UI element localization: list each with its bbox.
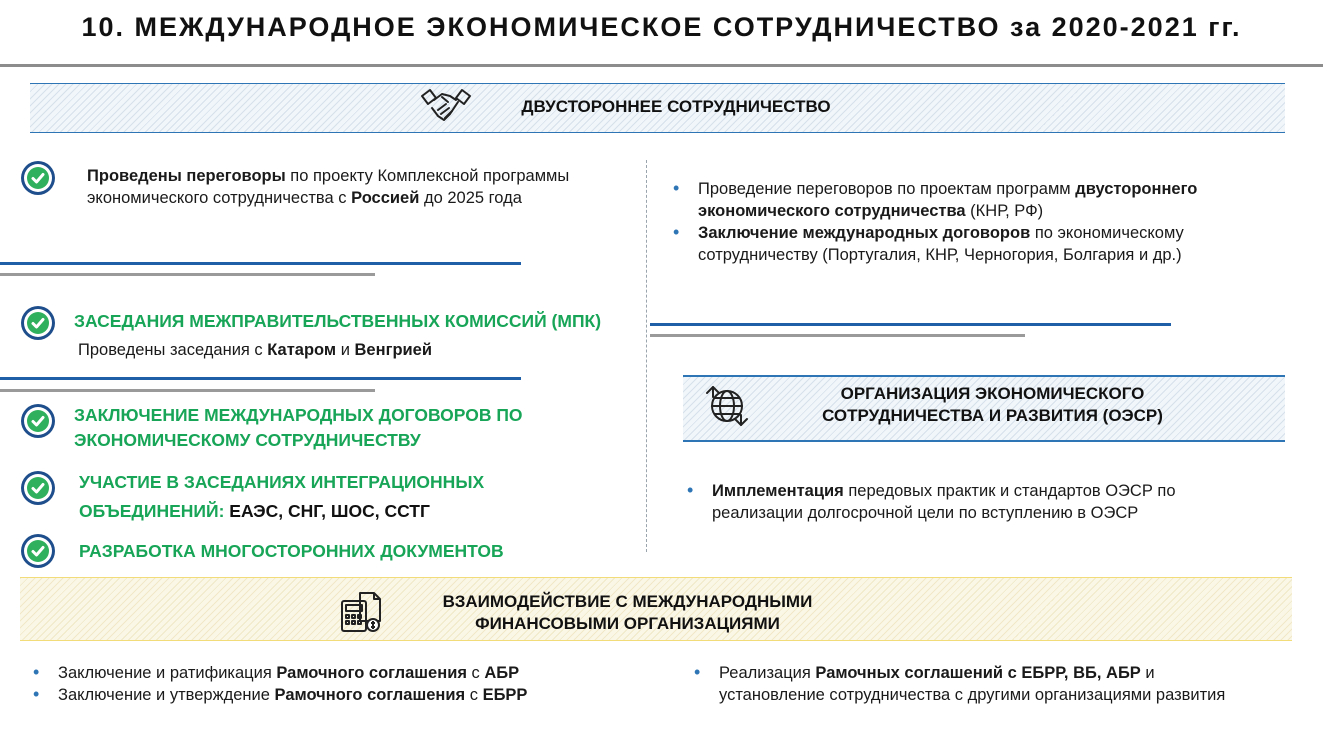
bullet-icon: •	[673, 178, 680, 198]
bullet-icon: •	[673, 222, 680, 242]
integration-heading-line1: УЧАСТИЕ В ЗАСЕДАНИЯХ ИНТЕГРАЦИОННЫХ	[79, 472, 485, 492]
negotiations-bold: Проведены переговоры	[87, 167, 286, 185]
list-item-conj: с	[466, 664, 485, 682]
divider-gray	[0, 273, 375, 276]
hungary-bold: Венгрией	[354, 341, 432, 359]
list-item-text: Заключение и ратификация	[58, 664, 277, 682]
multilateral-heading: РАЗРАБОТКА МНОГОСТОРОННИХ ДОКУМЕНТОВ	[79, 541, 504, 561]
ifi-right-bold: Рамочных соглашений с ЕБРР, ВБ, АБР	[815, 664, 1141, 682]
list-item-org: ЕБРР	[482, 686, 528, 704]
ifi-right-bullet	[694, 662, 1239, 706]
bullet-icon: •	[33, 662, 40, 682]
list-item-text: Проведение переговоров по проектам программ	[698, 180, 1076, 198]
list-item-bold: Рамочного соглашения	[276, 664, 467, 682]
list-item-org: АБР	[484, 664, 520, 682]
divider-blue	[650, 323, 1171, 326]
title-divider	[0, 64, 1323, 67]
oecd-bullet	[687, 480, 1247, 524]
divider-blue	[0, 377, 521, 380]
ifi-header-line2: ФИНАНСОВЫМИ ОРГАНИЗАЦИЯМИ	[475, 614, 780, 633]
divider-gray	[650, 334, 1025, 337]
integration-prefix: ОБЪЕДИНЕНИЙ:	[79, 501, 230, 521]
check-icon	[21, 534, 55, 568]
handshake-icon	[420, 86, 472, 133]
list-item-conj: с	[465, 686, 483, 704]
ifi-header	[400, 591, 855, 635]
bilateral-right-list	[673, 178, 1283, 266]
check-icon	[21, 471, 55, 505]
column-separator	[646, 160, 647, 552]
negotiations-desc: по проекту Комплексной программы экономического сотрудничества с	[87, 167, 570, 207]
list-item-tail: (КНР, РФ)	[965, 202, 1044, 220]
calculator-document-icon	[340, 591, 382, 638]
oecd-header	[790, 383, 1195, 427]
bilateral-header: ДВУСТОРОННЕЕ СОТРУДНИЧЕСТВО	[521, 97, 831, 116]
list-item-bold: Рамочного соглашения	[274, 686, 466, 704]
divider-gray	[0, 389, 375, 392]
ifi-right-tail: и установление сотрудничества с другими организациями развития	[719, 664, 1226, 704]
integration-orgs: ЕАЭС, СНГ, ШОС, ССТГ	[229, 501, 430, 521]
agreements-heading: ЗАКЛЮЧЕНИЕ МЕЖДУНАРОДНЫХ ДОГОВОРОВ ПО ЭКОНОМИЧЕСКОМУ СОТРУДНИЧЕСТВУ	[74, 405, 523, 450]
divider-blue	[0, 262, 521, 265]
integration-heading-line2	[79, 497, 599, 526]
check-icon	[21, 161, 55, 195]
page-title: 10. МЕЖДУНАРОДНОЕ ЭКОНОМИЧЕСКОЕ СОТРУДНИЧЕСТВО за 2020-2021 гг.	[81, 12, 1242, 42]
list-item-text: по экономическому сотрудничеству (Португалия, КНР, Черногория, Болгария и др.)	[698, 224, 1184, 264]
oecd-text: передовых практик и стандартов ОЭСР по реализации долгосрочной цели по вступлению в ОЭСР	[712, 482, 1176, 522]
globe-arrows-icon	[703, 383, 751, 434]
negotiations-tail: до 2025 года	[419, 189, 522, 207]
mpk-text	[78, 339, 598, 361]
list-item	[673, 222, 1283, 266]
check-icon	[21, 404, 55, 438]
bullet-icon: •	[687, 480, 694, 500]
bullet-icon: •	[694, 662, 701, 682]
list-item	[33, 662, 653, 684]
ifi-right-text: Реализация	[719, 664, 816, 682]
list-item	[33, 684, 653, 706]
list-item	[673, 178, 1283, 222]
mpk-and: и	[336, 341, 355, 359]
bullet-icon: •	[33, 684, 40, 704]
oecd-bold: Имплементация	[712, 482, 844, 500]
russia-bold: Россией	[351, 189, 420, 207]
list-item-text: Заключение и утверждение	[58, 686, 275, 704]
oecd-header-line2: СОТРУДНИЧЕСТВА И РАЗВИТИЯ (ОЭСР)	[822, 406, 1163, 425]
check-icon	[21, 306, 55, 340]
mpk-desc: Проведены заседания с	[78, 341, 268, 359]
list-item-bold: двустороннего экономического сотрудничества	[698, 180, 1198, 220]
qatar-bold: Катаром	[267, 341, 337, 359]
mpk-heading: ЗАСЕДАНИЯ МЕЖПРАВИТЕЛЬСТВЕННЫХ КОМИССИЙ (МПК)	[74, 311, 602, 331]
oecd-header-line1: ОРГАНИЗАЦИЯ ЭКОНОМИЧЕСКОГО	[840, 384, 1145, 403]
integration-heading	[79, 468, 599, 526]
list-item-bold: Заключение международных договоров	[698, 224, 1031, 242]
negotiations-text	[87, 165, 612, 209]
ifi-left-list	[33, 662, 653, 706]
ifi-header-line1: ВЗАИМОДЕЙСТВИЕ С МЕЖДУНАРОДНЫМИ	[442, 592, 813, 611]
